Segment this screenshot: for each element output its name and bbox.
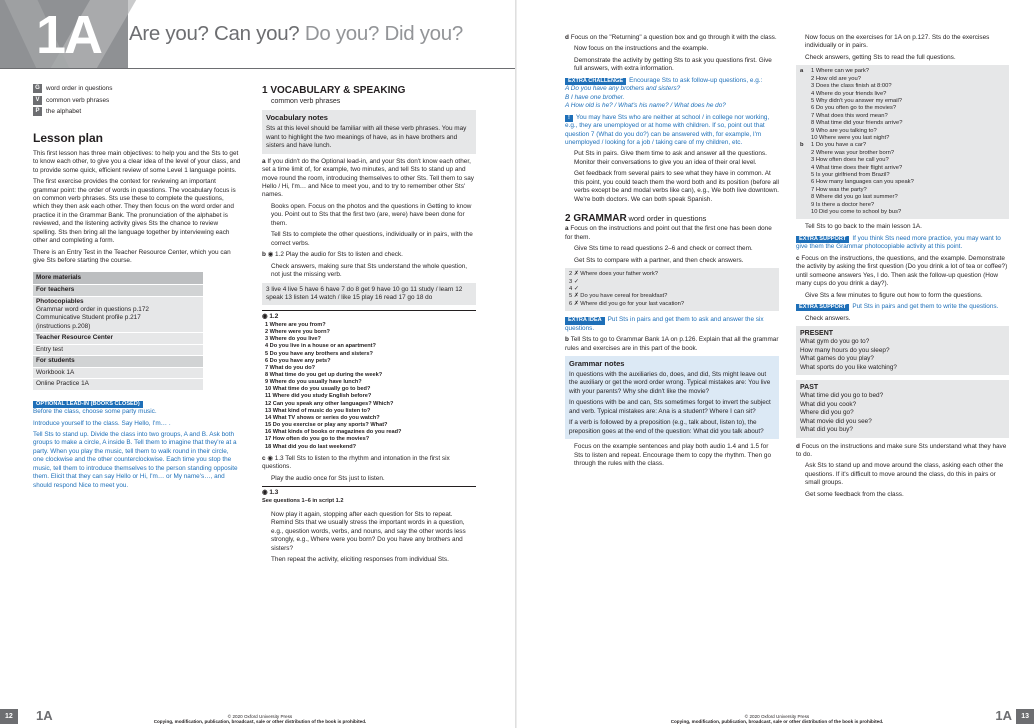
optional-leadin [33, 400, 241, 491]
audio-icon: ◉ [262, 489, 270, 497]
left-copyright: © 2020 Oxford University Press Copying, modification, publication, broadcast, sale or other distribution of the book is prohibited. [153, 713, 367, 725]
past-heading: PAST [800, 384, 819, 392]
audio-icon: ◉ [262, 313, 270, 321]
answers-list-a: 1 Where can we park? 2 How old are you? 3 Does the class finish at 8:00? 4 Where do your friends live? 5 Why didn't you answer my email? 6 Do you often go to the movies? 7 What does this word mean? 8 What time did your friends arrive? 9 Who are you talking to? 10 Where were you last night? [811, 68, 903, 142]
right-c-p2: Give Sts a few minutes to figure out how to form the questions. [805, 291, 983, 299]
focus-vocabulary: V common verb phrases [33, 96, 241, 106]
materials-trc-item: Entry test [33, 344, 203, 355]
grammar-notes-p1: In questions with the auxiliaries do, does, and did, Sts might leave out the auxiliary or get the word order wrong. Typical mistakes are: You live with your parents? Why she didn't like the movie? [569, 370, 771, 395]
vocab-b-p1: b ◉ 1.2 Play the audio for Sts to listen and check. [262, 251, 403, 259]
grammar-notes-heading: Grammar notes [569, 359, 625, 368]
vocab-section-title: 1 VOCABULARY & SPEAKING [262, 85, 406, 96]
right-b-p1: Now focus on the exercises for 1A on p.127. Sts do the exercises individually or in pairs. [805, 34, 990, 50]
script-line: 10 What time do you usually go to bed? [265, 386, 371, 393]
lesson-title-a: Are you? Can you? [129, 22, 300, 45]
vocab-a-p1: a If you didn't do the Optional lead-in, and your Sts don't know each other, set a time limit of, for example, two minutes, and tell Sts to stand up and move round the room, introducing themselves to other Sts. Tell them to say Hello / Hi, I'm… and Nice to meet you, and to try to remember other Sts' names. [262, 157, 474, 199]
script-line: 2 Where were you born? [265, 329, 330, 336]
materials-photo-item: Communicative Student profile p.217 [36, 314, 141, 322]
left-footer [0, 706, 517, 728]
script-line: 14 What TV shows or series do you watch? [265, 414, 380, 421]
right-page [517, 0, 1034, 728]
extra-challenge: EXTRA CHALLENGE Encourage Sts to ask follow-up questions, e.g.: A Do you have any brothers and sisters? B I have one brother. A How old is he? / What's his name? / What does he do? [565, 77, 779, 111]
right-column-a [565, 34, 779, 471]
vocab-a-p2: Books open. Focus on the photos and the questions in Getting to know you. Point out to Sts that the first two (are, were) have been done for them. [271, 202, 472, 227]
lesson-title [129, 20, 463, 47]
grammar-b-p2: Focus on the example sentences and play both audio 1.4 and 1.5 for Sts to listen and repeat. Encourage them to copy the rhythm. Then go through the rules with the class. [574, 443, 772, 467]
grammar-b-p1: b Tell Sts to go to Grammar Bank 1A on p.126. Explain that all the grammar rules and exercises are in this part of the book. [565, 336, 779, 352]
more-materials-box [33, 272, 203, 390]
grammar-notes-p3: If a verb is followed by a preposition (e.g., talk about, listen to), the preposition goes at the end of the question: What did you talk about? [569, 419, 764, 435]
materials-photo-item: Grammar word order in questions p.172 [36, 306, 149, 313]
extra-idea-banner: EXTRA IDEA [565, 317, 605, 324]
vocab-subtitle: common verb phrases [271, 98, 341, 106]
extra-support-banner: EXTRA SUPPORT [796, 236, 849, 243]
vocab-c-p3: Now play it again, stopping after each question for Sts to repeat. Remind Sts that we usually stress the important words in a question, e.g., question words, verbs, and nouns, and say the other words less strongly, e.g., Where were you born? Do you have any brothers and sisters? [271, 510, 466, 552]
present-heading: PRESENT [800, 330, 834, 338]
right-column-b [796, 34, 1009, 502]
script-line: 6 Do you have any pets? [265, 357, 331, 364]
focus-grammar: G word order in questions [33, 84, 241, 94]
audio-script-1-3: ◉ 1.3 See questions 1–6 in script 1.2 [262, 486, 476, 505]
vocab-a-p3: Tell Sts to complete the other questions, individually or in pairs, with the correct verbs. [271, 231, 473, 247]
right-page-number: 13 [1016, 709, 1034, 724]
materials-heading: More materials [33, 272, 203, 284]
materials-trc: Teacher Resource Center [33, 332, 203, 343]
script-line: 8 What time do you get up during the week? [265, 372, 383, 379]
present-box: PRESENT What gym do you go to? How many hours do you sleep? What games do you play? What sports do you like watching? [796, 326, 1009, 375]
script-list [262, 322, 476, 451]
lesson-title-b: Do you? Did you? [304, 22, 463, 45]
info-icon: ! [565, 115, 573, 122]
vocab-notes-heading: Vocabulary notes [266, 113, 328, 123]
leadin-line: Tell Sts to stand up. Divide the class into two groups, A and B. Ask both groups to make a circle, A inside B. Tell them to imagine that they're at a party. When you play the music, tell them to walk round in their circle, one clockwise and the other counterclockwise. Each time you stop the music, tell them to introduce themselves to the person standing opposite them. Elicit that they can say Hello or Hi, I'm… or My name's…, and should respond Nice to meet you. [33, 430, 238, 489]
extra-idea: EXTRA IDEA Put Sts in pairs and get them to ask and answer the six questions. [565, 316, 764, 332]
right-copyright: © 2020 Oxford University Press Copying, modification, publication, broadcast, sale or other distribution of the book is prohibited. [670, 713, 884, 725]
leadin-banner: OPTIONAL LEAD-IN (BOOKS CLOSED) [33, 401, 143, 408]
materials-student-item: Workbook 1A [33, 367, 203, 378]
left-page-number: 12 [0, 709, 18, 724]
extra-support: EXTRA SUPPORT If you think Sts need more practice, you may want to give them the Grammar photocopiable activity at this point. [796, 234, 1001, 251]
right-d2-p3: Get some feedback from the class. [805, 490, 904, 498]
leadin-line: Introduce yourself to the class. Say Hello, I'm… . [33, 419, 171, 427]
grammar-a-p1: a Focus on the instructions and point out that the first one has been done for them. [565, 225, 772, 241]
grammar-notes-box [565, 356, 779, 439]
grammar-notes-p2: In questions with be and can, Sts sometimes forget to invert the subject and verb. Typical mistakes are: Ana is a student? Where I can sit? [569, 399, 771, 415]
materials-photocopiables: Photocopiables [36, 297, 84, 305]
unit-number: 1A [36, 5, 102, 65]
extra-line: A How old is he? / What's his name? / What does he do? [565, 102, 726, 110]
extra-challenge-banner: EXTRA CHALLENGE [565, 78, 626, 85]
grammar-a-p3: Get Sts to compare with a partner, and then check answers. [574, 256, 744, 264]
grammar-a-p2: Give Sts time to read questions 2–6 and check or correct them. [574, 245, 753, 253]
materials-student-item: Online Practice 1A [33, 378, 203, 389]
script-line: 7 What do you do? [265, 364, 316, 371]
vocab-c-p1: c ◉ 1.3 Tell Sts to listen to the rhythm and intonation in the first six questions. [262, 454, 450, 471]
right-b-p2: Check answers, getting Sts to read the full questions. [805, 53, 956, 61]
right-d-p3: Demonstrate the activity by getting Sts to ask you questions first. Give full answers, with extra information. [574, 56, 772, 73]
right-d-p2: Now focus on the instructions and the example. [574, 45, 709, 53]
right-p5: Get feedback from several pairs to see what they have in common. At this point, you could teach them the word both and its position (before all verbs except be and modal verbs like can), e.g., We both live downtown. We're both doctors. We can both speak Spanish. [574, 170, 779, 203]
script-line: 5 Do you have any brothers and sisters? [265, 350, 373, 357]
vocab-notes-text: Sts at this level should be familiar with all these verb phrases. You may want to highlight the two meanings of have, as in have brothers and sisters and have lunch. [266, 125, 467, 150]
focus-pronunciation: P the alphabet [33, 107, 241, 117]
unit-header-bar [0, 0, 517, 68]
vocab-c-p4: Then repeat the activity, eliciting responses from individual Sts. [271, 556, 449, 564]
script-line: 3 Where do you live? [265, 336, 321, 343]
materials-teachers: For teachers [33, 284, 203, 295]
answers-list-b: 1 Do you have a car? 2 Where was your brother born? 3 How often does he call you? 4 What time does their flight arrive? 5 Is your girlfriend from Brazil? 6 How many languages can you speak? 7 How was the party? 8 Where did you go last summer? 9 Is there a doctor here? 10 Did you come to school by bus? [811, 142, 914, 216]
grammar-answers-box: 2 ✗ Where does your father work? 3 ✓ 4 ✓ 5 ✗ Do you have cereal for breakfast? 6 ✗ Where did you go for your last vacation? [565, 268, 779, 311]
exercise-answers-box: a 1 Where can we park? 2 How old are you? 3 Does the class finish at 8:00? 4 Where do your friends live? 5 Why didn't you answer my email? 6 Do you often go to the movies? 7 What does this word mean? 8 What time did your friends arrive? 9 Who are you talking to? 10 Where were you last night? b 1 Do you have a car? 2 Where was your brother born? 3 How often does he call you? 4 What time does their flight arrive? 5 Is your girlfriend from Brazil? 6 How many languages can you speak? 7 How was the party? 8 Where did you go last summer? 9 Is there a doctor here? 10 Did you come to school by bus? [796, 65, 1009, 219]
header-rule [0, 68, 517, 69]
audio-icon: ◉ [267, 454, 275, 462]
materials-students: For students [33, 355, 203, 366]
vocab-b-p2: Check answers, making sure that Sts understand the whole question, not just the missing verb. [271, 262, 468, 279]
extra-line: A Do you have any brothers and sisters? [565, 85, 681, 93]
left-footer-unit: 1A [36, 707, 53, 723]
right-d-p1: d Focus on the "Returning" a question box and go through it with the class. [565, 34, 777, 41]
vocab-c-p2: Play the audio once for Sts just to listen. [271, 474, 385, 482]
right-footer [517, 706, 1034, 728]
script-line: 12 Can you speak any other languages? Which? [265, 400, 394, 407]
right-p4: Put Sts in pairs. Give them time to ask and answer all the questions. Monitor their conversations to give you an idea of their oral level. [574, 150, 767, 166]
focus-list [33, 84, 241, 117]
script-line: 13 What kind of music do you listen to? [265, 407, 371, 414]
vocab-answers-box: 3 live 4 live 5 have 6 have 7 do 8 get 9 have 10 go 11 study / learn 12 speak 13 listen 14 watch / like 15 play 16 read 17 go 18 do [262, 283, 476, 306]
script-line: 9 Where do you usually have lunch? [265, 379, 362, 386]
extra-line: B I have one brother. [565, 93, 625, 101]
past-box: PAST What time did you go to bed? What did you cook? Where did you go? What movie did you see? What did you buy? [796, 380, 1009, 438]
vocab-column [262, 84, 476, 568]
audio-script-1-2: ◉ 1.2 1 Where are you from? 2 Where were you born? 3 Where do you live? 4 Do you live in a house or an apartment? 5 Do you have any brothers and sisters? 6 Do you have any pets? 7 What do you do? 8 What time do you get up during the week? 9 Where do you usually have lunch? 10 What time do you usually go to bed? 11 Where did you study English before? 12 Can you speak any other languages? Which? 13 What kind of music do you listen to? 14 What TV shows or series do you watch? 15 Do you exercise or play any sports? What? 16 What kinds of books or magazines do you read? 17 How often do you go to the movies? 18 What did you do last weekend? [262, 310, 476, 450]
script-line: 4 Do you live in a house or an apartment? [265, 343, 376, 350]
script-line: 18 What did you do last weekend? [265, 443, 357, 450]
materials-photo-item: (instructions p.208) [36, 322, 91, 330]
right-d2-p2: Ask Sts to stand up and move around the class, asking each other the questions. If it's difficult to move around the class, do this in pairs or small groups. [805, 462, 1004, 487]
lesson-plan-p3: There is an Entry Test in the Teacher Resource Center, which you can give Sts before starting the course. [33, 248, 231, 265]
right-note: ! You may have Sts who are neither at school / in college nor working, e.g., they are unemployed or at home with children. If so, point out that question 7 (What do you do?) can be answered with, for example, I'm unemployed / looking for a job / taking care of my children, etc. [565, 113, 770, 146]
leadin-line: Before the class, choose some party music. [33, 408, 157, 416]
right-footer-unit: 1A [995, 707, 1012, 723]
script-line: 16 What kinds of books or magazines do you read? [265, 429, 402, 436]
audio-icon: ◉ [267, 251, 276, 259]
script-line: 11 Where did you study English before? [265, 393, 372, 400]
lesson-plan-heading: Lesson plan [33, 130, 104, 145]
script-line: 1 Where are you from? [265, 321, 326, 328]
lesson-plan-p2: The first exercise provides the context for reviewing an important grammar point: the order of words in questions. The vocabulary focus is on common verb phrases. Sts use these to complete the questions, which they then ask each other. They then focus on the word order and practice it in the Grammar Bank. The pronunciation of the alphabet is reviewed, and the listening activity gives Sts the chance to review spelling. Sts then bring all the language together by interviewing each other and completing a form. [33, 178, 236, 245]
right-c-p1: c Focus on the instructions, the questions, and the example. Demonstrate the activity by asking the first question (Do you drink a lot of tea or coffee?) until someone answers Yes, I do. Then ask the follow-up question (How many cups do you drink a day?). [796, 254, 1008, 288]
extra-support-2: EXTRA SUPPORT Put Sts in pairs and get them to write the questions. [796, 303, 1009, 311]
left-column [33, 84, 241, 493]
script2-text: See questions 1–6 in script 1.2 [262, 497, 344, 504]
right-d2-p1: d Focus on the instructions and make sure Sts understand what they have to do. [796, 442, 1007, 459]
grammar-section-title: 2 GRAMMAR word order in questions [565, 213, 707, 225]
script-line: 15 Do you exercise or play any sports? What? [265, 422, 388, 429]
lesson-plan-p1: This first lesson has three main objectives: to help you and the Sts to get to know each other, to give you a clear idea of the level of your class, and to provide some quick, efficient review of some Level 1 language points. [33, 149, 241, 174]
script-line: 17 How often do you go to the movies? [265, 436, 370, 443]
vocab-notes-box [262, 110, 476, 153]
right-c-p3: Check answers. [805, 314, 851, 322]
right-b-p3: Tell Sts to go back to the main lesson 1A. [805, 223, 922, 231]
